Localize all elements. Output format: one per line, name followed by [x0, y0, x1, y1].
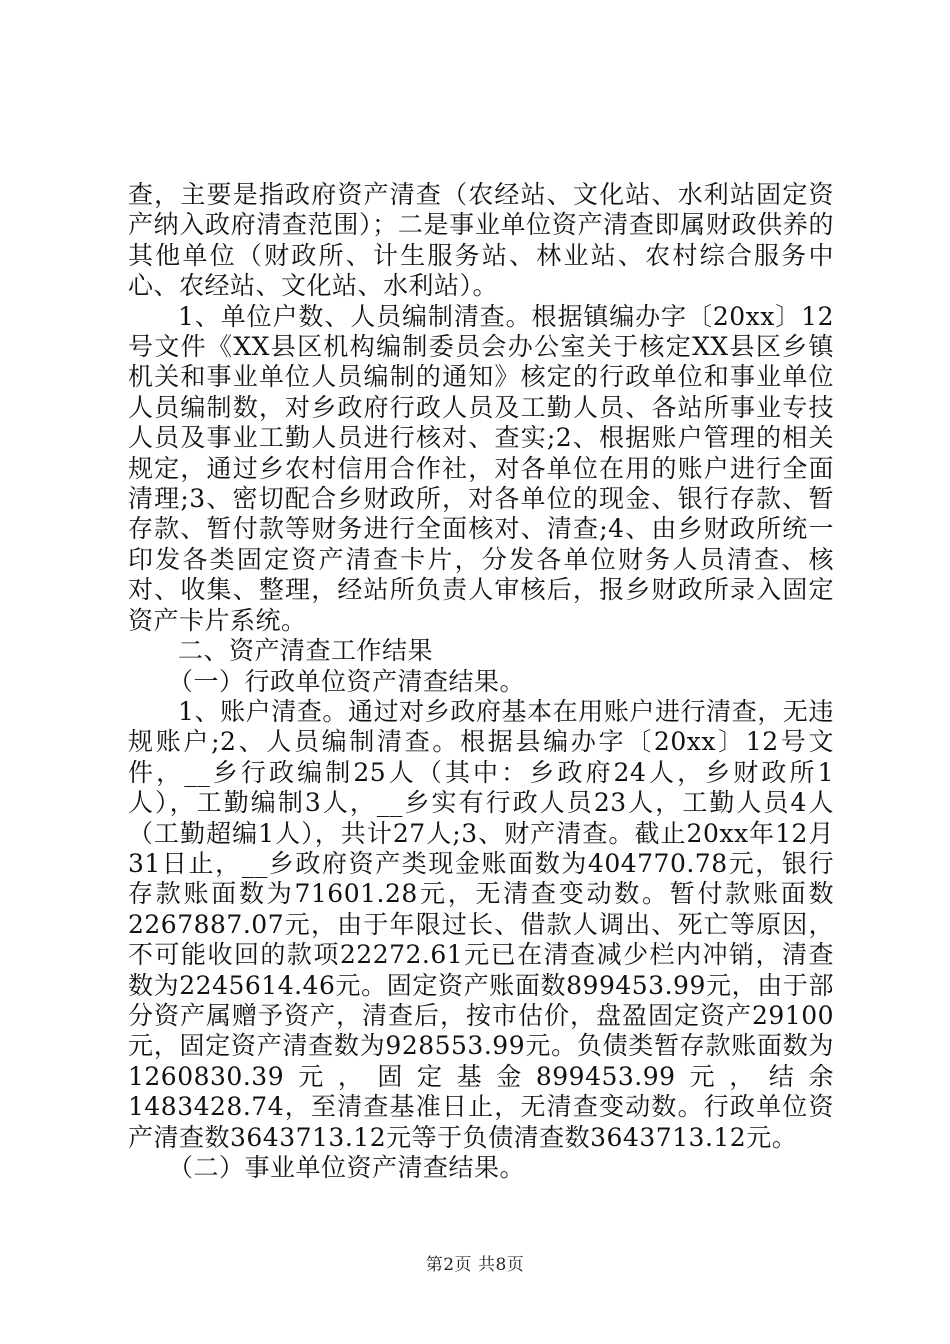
paragraph-admin-details: 1、账户清查。通过对乡政府基本在用账户进行清查，无违规账户;2、人员编制清查。根据县编办字〔20xx〕12号文件，__乡行政编制25人（其中：乡政府24人，乡财政所1人），工勤编制3人，__乡实有行政人员23人，工勤人员4人（工勤超编1人），共计27人;3、财产清查。截止20xx年12月31日止，__乡政府资产类现金账面数为404770.78元，银行存款账面数为71601.28元，无清查变动数。暂付款账面数2267887.07元，由于年限过长、借款人调出、死亡等原因，不可能收回的款项22272.61元已在清查减少栏内冲销，清查数为2245614.46元。固定资产账面数899453.99元，由于部分资产属赠予资产，清查后，按市估价，盘盈固定资产29100元，固定资产清查数为928553.99元。负债类暂存款账面数为1260830.39元，固定基金899453.99元，结余1483428.74，至清查基准日止，无清查变动数。行政单位资产清查数3643713.12元等于负债清查数3643713.12元。 [128, 696, 834, 1152]
section-heading-results: 二、资产清查工作结果 [178, 636, 434, 666]
page-number-footer: 第2页 共8页 [425, 1255, 525, 1275]
paragraph-steps: 1、单位户数、人员编制清查。根据镇编办字〔20xx〕12号文件《XX县区机构编制委员会办公室关于核定XX县区乡镇机关和事业单位人员编制的通知》核定的行政单位和事业单位人员编制数，对乡政府行政人员及工勤人员、各站所事业专技人员及事业工勤人员进行核对、查实;2、根据账户管理的相关规定，通过乡农村信用合作社，对各单位在用的账户进行全面清理;3、密切配合乡财政所，对各单位的现金、银行存款、暂存款、暂付款等财务进行全面核对、清查;4、由乡财政所统一印发各类固定资产清查卡片，分发各单位财务人员清查、核对、收集、整理，经站所负责人审核后，报乡财政所录入固定资产卡片系统。 [128, 301, 834, 635]
subheading-admin-results: （一）行政单位资产清查结果。 [168, 666, 526, 696]
document-body [128, 180, 834, 1183]
paragraph-intro: 查，主要是指政府资产清查（农经站、文化站、水利站固定资产纳入政府清查范围）；二是事业单位资产清查即属财政供养的其他单位（财政所、计生服务站、林业站、农村综合服务中心、农经站、文化站、水利站）。 [128, 180, 834, 301]
subheading-public-institution-results: （二）事业单位资产清查结果。 [168, 1153, 526, 1182]
